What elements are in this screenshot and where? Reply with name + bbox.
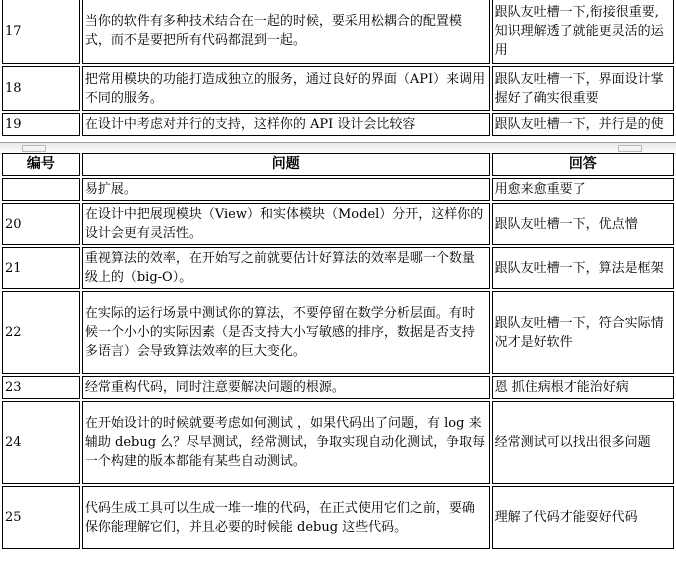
row-number: 21 bbox=[2, 247, 80, 289]
row-number: 24 bbox=[2, 401, 80, 484]
question-cell: 在设计中考虑对并行的支持，这样你的 API 设计会比较容 bbox=[82, 113, 490, 136]
table-row bbox=[2, 401, 674, 484]
row-number: 25 bbox=[2, 486, 80, 549]
table-row bbox=[2, 0, 674, 64]
table-row bbox=[2, 376, 674, 399]
question-cell: 在实际的运行场景中测试你的算法，不要停留在数学分析层面。有时候一个小小的实际因素（是否支持大小写敏感的排序，数据是否支持多语言）会导致算法效率的巨大变化。 bbox=[82, 291, 490, 374]
header-number: 编号 bbox=[2, 153, 80, 176]
answer-cell: 理解了代码才能耍好代码 bbox=[492, 486, 674, 549]
answer-cell: 跟队友吐槽一下，界面设计掌握好了确实很重要 bbox=[492, 66, 674, 111]
question-cell: 经常重构代码，同时注意要解决问题的根源。 bbox=[82, 376, 490, 399]
answer-cell: 经常测试可以找出很多问题 bbox=[492, 401, 674, 484]
question-cell: 在开始设计的时候就要考虑如何测试 ，如果代码出了问题，有 log 来辅助 debug 么？尽早测试，经常测试，争取实现自动化测试，争取每一个构建的版本都能有某些自动测试。 bbox=[82, 401, 490, 484]
row-number: 19 bbox=[2, 113, 80, 136]
table-row bbox=[2, 203, 674, 245]
table-row bbox=[2, 178, 674, 201]
question-cell: 在设计中把展现模块（View）和实体模块（Model）分开，这样你的设计会更有灵活性。 bbox=[82, 203, 490, 245]
question-cell: 把常用模块的功能打造成独立的服务，通过良好的界面（API）来调用不同的服务。 bbox=[82, 66, 490, 111]
row-number: 18 bbox=[2, 66, 80, 111]
header-answer: 回答 bbox=[492, 153, 674, 176]
table-row bbox=[2, 66, 674, 111]
row-number: 22 bbox=[2, 291, 80, 374]
question-cell: 易扩展。 bbox=[82, 178, 490, 201]
answer-cell: 跟队友吐槽一下，符合实际情况才是好软件 bbox=[492, 291, 674, 374]
row-number bbox=[2, 178, 80, 201]
table-row bbox=[2, 291, 674, 374]
answer-cell: 跟队友吐槽一下，并行是的使 bbox=[492, 113, 674, 136]
table-top bbox=[0, 0, 676, 138]
answer-cell: 跟队友吐槽一下，算法是框架 bbox=[492, 247, 674, 289]
question-cell: 当你的软件有多种技术结合在一起的时候，要采用松耦合的配置模式，而不是要把所有代码都混到一起。 bbox=[82, 0, 490, 64]
table-bottom bbox=[0, 151, 676, 551]
question-cell: 重视算法的效率，在开始写之前就要估计好算法的效率是哪一个数量级上的（big-O）。 bbox=[82, 247, 490, 289]
table-row bbox=[2, 486, 674, 549]
answer-cell: 用愈来愈重要了 bbox=[492, 178, 674, 201]
answer-cell: 跟队友吐槽一下,衔接很重要,知识理解透了就能更灵活的运用 bbox=[492, 0, 674, 64]
header-question: 问题 bbox=[82, 153, 490, 176]
answer-cell: 跟队友吐槽一下，优点憎 bbox=[492, 203, 674, 245]
row-number: 20 bbox=[2, 203, 80, 245]
table-row bbox=[2, 113, 674, 136]
answer-cell: 恩 抓住病根才能治好病 bbox=[492, 376, 674, 399]
question-cell: 代码生成工具可以生成一堆一堆的代码，在正式使用它们之前，要确保你能理解它们，并且必要的时候能 debug 这些代码。 bbox=[82, 486, 490, 549]
table-row bbox=[2, 247, 674, 289]
header-row bbox=[2, 153, 674, 176]
row-number: 17 bbox=[2, 0, 80, 64]
row-number: 23 bbox=[2, 376, 80, 399]
